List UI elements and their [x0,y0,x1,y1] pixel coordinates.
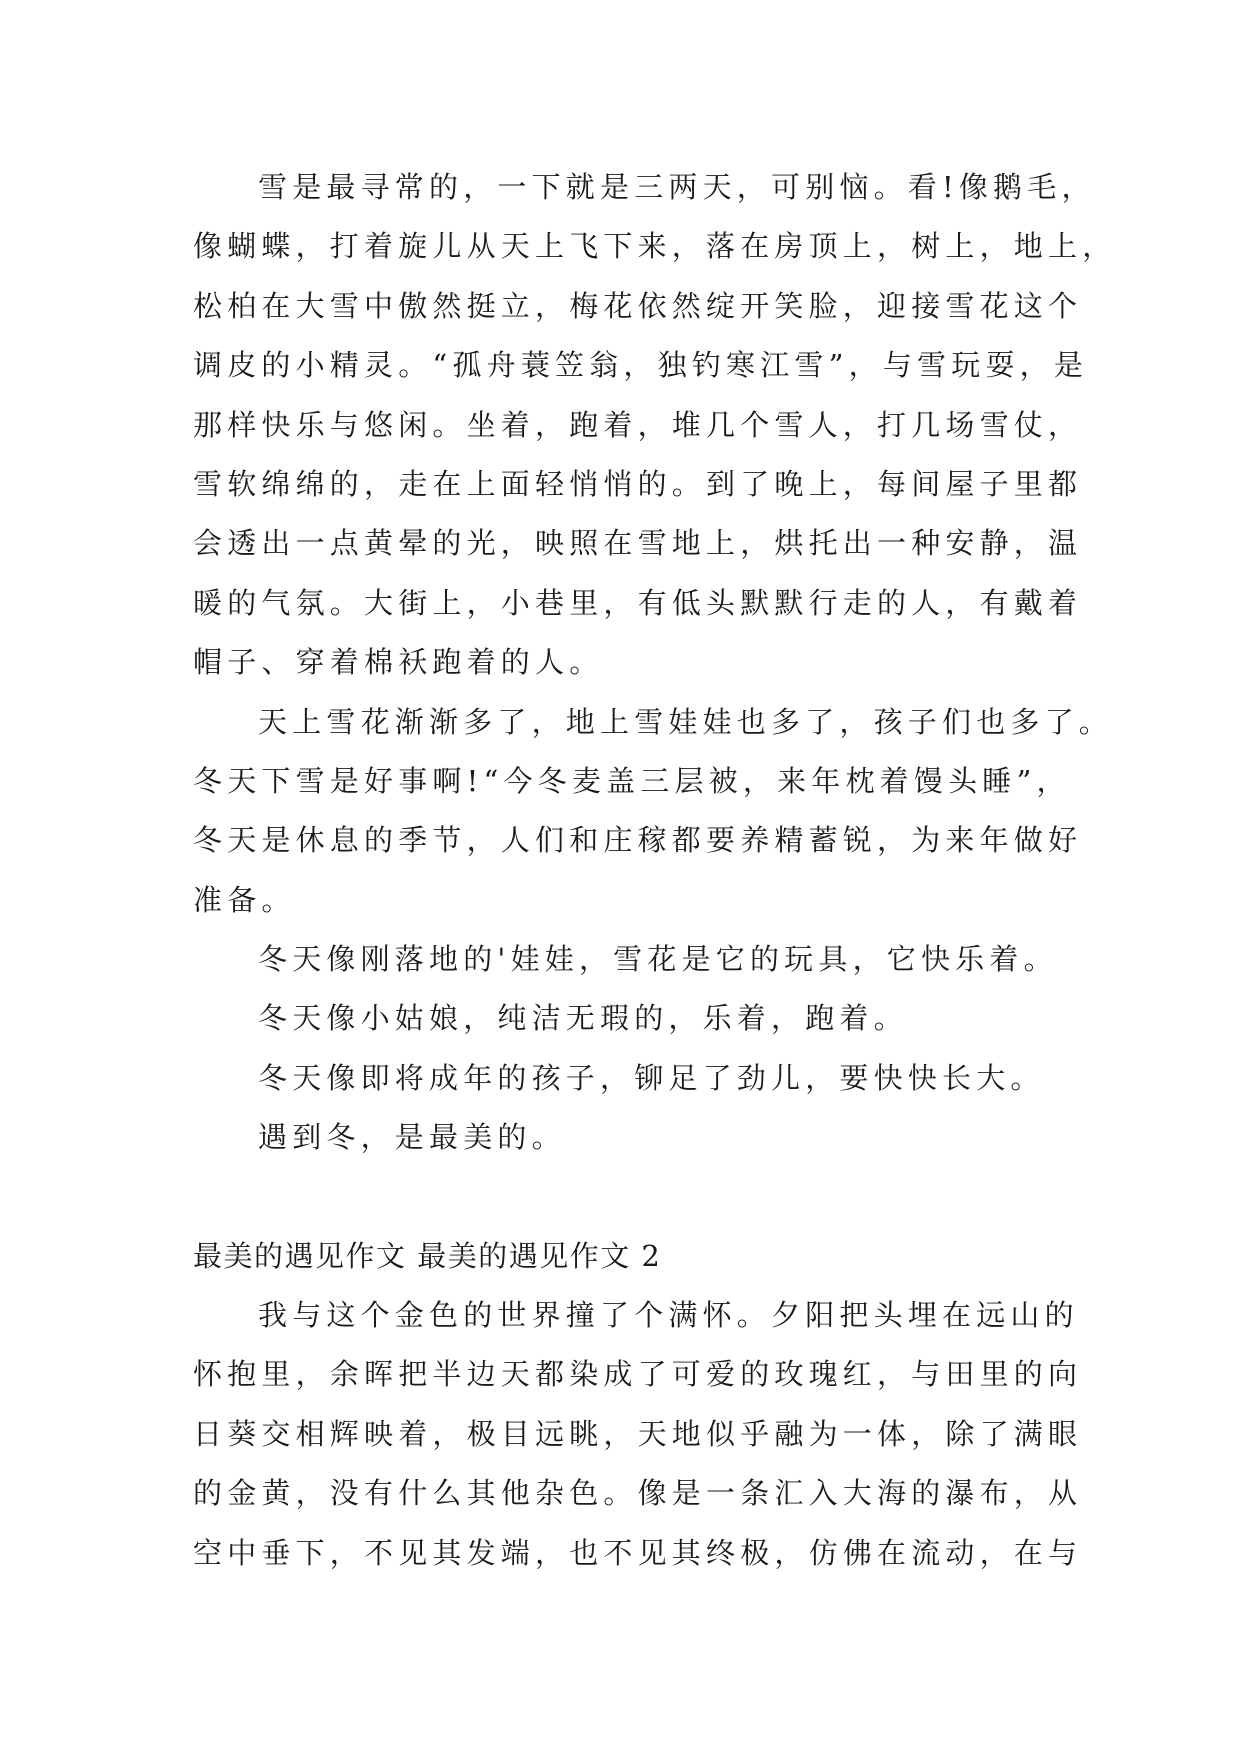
paragraph [193,1286,1083,1583]
section-heading: 最美的遇见作文 最美的遇见作文 2 [193,1238,662,1273]
text-line: 我与这个金色的世界撞了个满怀。夕阳把头埋在远山的 [258,1298,1079,1333]
text-line: 冬天是休息的季节，人们和庄稼都要养精蓄锐，为来年做好 [193,823,1083,858]
text-line: 冬天下雪是好事啊!“今冬麦盖三层被，来年枕着馒头睡”， [193,763,1071,798]
paragraph [193,693,1114,931]
text-line: 像蝴蝶，打着旋儿从天上飞下来，落在房顶上，树上，地上， [193,229,1117,264]
text-line: 帽子、穿着棉袄跑着的人。 [193,645,604,680]
text-line: 雪是最寻常的，一下就是三两天，可别恼。看!像鹅毛， [258,170,1096,204]
text-line: 空中垂下，不见其发端，也不见其终极，仿佛在流动，在与 [193,1535,1083,1570]
text-line: 会透出一点黄晕的光，映照在雪地上，烘托出一种安静，温 [193,526,1083,561]
paragraph: 冬天像刚落地的'娃娃，雪花是它的玩具，它快乐着。 [258,942,1058,977]
text-line: 那样快乐与悠闲。坐着，跑着，堆几个雪人，打几场雪仗， [193,407,1083,442]
text-line: 暖的气氛。大街上，小巷里，有低头默默行走的人，有戴着 [193,585,1083,620]
text-line: 调皮的小精灵。“孤舟蓑笠翁，独钓寒江雪”，与雪玩耍，是 [193,348,1089,383]
text-line: 松柏在大雪中傲然挺立，梅花依然绽开笑脸，迎接雪花这个 [193,288,1083,323]
document-page [193,158,1117,1583]
paragraph: 遇到冬，是最美的。 [258,1120,566,1155]
text-line: 准备。 [193,882,296,917]
paragraph: 冬天像即将成年的孩子，铆足了劲儿，要快快长大。 [258,1060,1045,1095]
text-line: 的金黄，没有什么其他杂色。像是一条汇入大海的瀑布，从 [193,1476,1083,1511]
text-line: 雪软绵绵的，走在上面轻悄悄的。到了晚上，每间屋子里都 [193,466,1083,501]
text-line: 天上雪花渐渐多了，地上雪娃娃也多了，孩子们也多了。 [258,704,1114,739]
paragraph [193,158,1117,693]
paragraph: 冬天像小姑娘，纯洁无瑕的，乐着，跑着。 [258,1001,908,1036]
text-line: 怀抱里，余晖把半边天都染成了可爱的玫瑰红，与田里的向 [193,1357,1083,1392]
text-line: 日葵交相辉映着，极目远眺，天地似乎融为一体，除了满眼 [193,1416,1083,1451]
